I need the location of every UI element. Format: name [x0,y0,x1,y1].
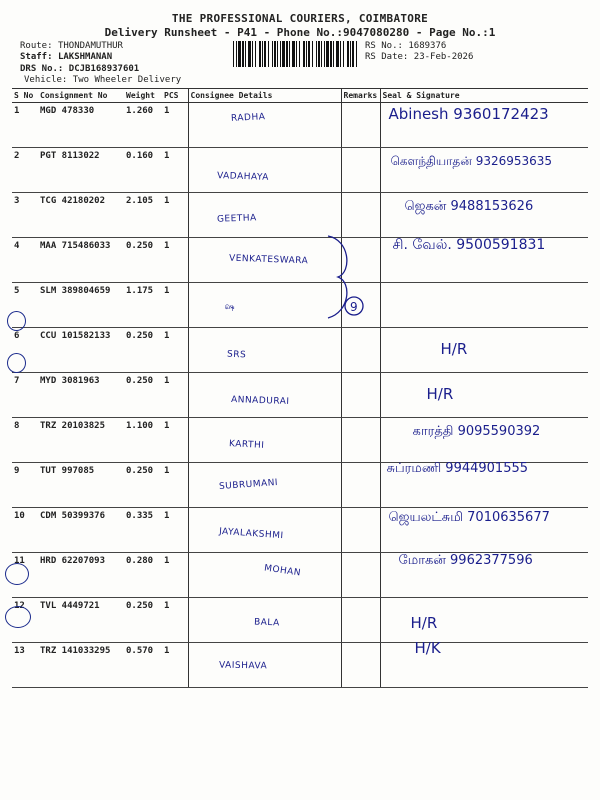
seal-cell [380,373,588,418]
barcode-bar [242,41,244,67]
consignee-handwritten-name: SUBRUMANI [218,477,278,493]
sno-circle [5,563,29,585]
barcode-bar [277,41,278,67]
weight-cell: 0.160 [124,148,162,193]
seal-cell [380,598,588,643]
consignee-handwritten-name: VAISHAVA [218,660,267,672]
barcode-bar [274,41,276,67]
consignment-cell: TRZ 20103825 [38,418,124,463]
seal-cell [380,639,588,688]
pcs-cell: 1 [162,463,188,508]
signature: சுப்ரமணி 9944901555 [386,461,529,476]
consignee-handwritten-name: RADHA [230,112,266,124]
barcode-bar [303,41,305,67]
pcs-cell: 1 [162,148,188,193]
table-row [12,328,588,373]
signature: சி. வேல். 9500591831 [392,237,546,253]
barcode-bar [316,41,317,67]
weight-cell: 2.105 [124,193,162,238]
seal-cell [380,328,588,373]
table-row [12,643,588,688]
barcode-bar [336,41,339,67]
consignee-cell [188,463,341,508]
col-sno: S No [12,89,38,103]
consignment-cell: CDM 50399376 [38,508,124,553]
weight-cell: 0.250 [124,328,162,373]
pcs-cell: 1 [162,238,188,283]
signature: H/R [426,385,454,403]
col-pcs: PCS [162,89,188,103]
table-body [12,103,588,688]
seal-cell [380,508,588,553]
table-row [12,283,588,328]
barcode-bar [233,41,234,67]
remarks-cell [341,598,380,643]
consignee-handwritten-name: KARTHI [228,439,265,451]
consignee-cell [188,598,341,643]
weight-cell: 0.335 [124,508,162,553]
barcode-bar [255,41,256,67]
sno-cell: 9 [12,463,38,508]
route-line [20,41,123,51]
barcode-bar [238,41,241,67]
sno-cell: 12 [12,598,38,643]
sno-cell: 1 [12,103,38,148]
col-consignee: Consignee Details [188,89,341,103]
signature: H/R [440,340,468,358]
consignee-handwritten-name: BALA [253,617,280,629]
barcode-bar [268,41,269,67]
rs-no-line [365,41,446,51]
barcode-bar [350,41,351,67]
margin-note: 9 [350,300,358,314]
weight-cell: 0.250 [124,598,162,643]
barcode [233,41,359,67]
route-label: Route: [20,41,53,51]
remarks-cell [341,463,380,508]
consignee-cell [188,643,341,688]
seal-cell [380,238,588,283]
weight-cell: 0.570 [124,643,162,688]
weight-cell: 1.260 [124,103,162,148]
sno-circle [5,606,31,628]
col-seal: Seal & Signature [380,89,588,103]
signature: காரத்தி 9095590392 [412,424,541,439]
col-consignment: Consignment No [38,89,124,103]
seal-cell [380,193,588,238]
barcode-bar [280,41,281,67]
drs-value: DCJB168937601 [68,64,140,74]
consignee-cell [188,103,341,148]
col-weight: Weight [124,89,162,103]
consignment-cell: PGT 8113022 [38,148,124,193]
barcode-bar [248,41,251,67]
consignee-handwritten-name: ANNADURAI [230,394,290,408]
consignee-cell [188,193,341,238]
signature: கௌந்தியாதன் 9326953635 [390,154,553,168]
remarks-cell [341,643,380,688]
barcode-bar [343,41,344,67]
table-header-row [12,89,588,103]
barcode-bar [262,41,263,67]
consignee-cell [188,328,341,373]
signature: H/K [414,639,441,657]
sno-circle [7,353,26,373]
consignment-cell: MAA 715486033 [38,238,124,283]
seal-cell [380,463,588,508]
sno-cell: 4 [12,238,38,283]
signature: மோகன் 9962377596 [398,553,533,568]
barcode-bar [286,41,288,67]
vehicle-value: Two Wheeler Delivery [72,75,182,85]
barcode-bar [292,41,295,67]
barcode-bar [326,41,329,67]
consignee-cell [188,148,341,193]
pcs-cell: 1 [162,508,188,553]
barcode-bar [252,41,253,67]
consignment-cell: TRZ 141033295 [38,643,124,688]
pcs-cell: 1 [162,373,188,418]
weight-cell: 1.100 [124,418,162,463]
consignment-cell: MYD 3081963 [38,373,124,418]
remarks-cell [341,328,380,373]
consignee-handwritten-name: MOHAN [262,563,302,579]
consignment-cell: TCG 42180202 [38,193,124,238]
seal-cell [380,553,588,598]
rs-date-value: 23-Feb-2026 [413,52,474,62]
table-row [12,148,588,193]
weight-cell: 0.280 [124,553,162,598]
rs-no-value: 1689376 [408,41,447,51]
consignee-cell [188,508,341,553]
table-row [12,193,588,238]
barcode-bar [321,41,322,67]
weight-cell: 0.250 [124,238,162,283]
remarks-cell [341,103,380,148]
seal-cell [380,103,588,148]
company-name: THE PROFESSIONAL COURIERS, COIMBATORE [171,12,429,25]
consignment-cell: TUT 997085 [38,463,124,508]
remarks-cell [341,508,380,553]
weight-cell: 1.175 [124,283,162,328]
barcode-bar [296,41,297,67]
signature: Abinesh 9360172423 [388,105,549,123]
drs-line [20,64,139,74]
remarks-cell [341,373,380,418]
pcs-cell: 1 [162,418,188,463]
table-row [12,418,588,463]
barcode-bar [299,41,300,67]
route-value: THONDAMUTHUR [57,41,123,51]
barcode-bar [236,41,237,67]
table-row [12,238,588,283]
pcs-cell: 1 [162,328,188,373]
signature: ஜெகன் 9488153626 [404,199,534,214]
barcode-bar [333,41,334,67]
pcs-cell: 1 [162,598,188,643]
barcode-bar [312,41,313,67]
weight-cell: 0.250 [124,463,162,508]
barcode-bar [264,41,266,67]
pcs-cell: 1 [162,103,188,148]
pcs-cell: 1 [162,283,188,328]
consignee-handwritten-name: JAYALAKSHMI [218,526,284,542]
barcode-bar [245,41,246,67]
barcode-bar [340,41,341,67]
sno-cell: 8 [12,418,38,463]
barcode-bar [306,41,307,67]
barcode-bar [352,41,354,67]
consignment-cell: HRD 62207093 [38,553,124,598]
consignee-handwritten-name: VENKATESWARA [228,253,308,267]
table-row [12,103,588,148]
sno-cell: 13 [12,643,38,688]
staff-label: Staff: [20,52,53,62]
barcode-bar [324,41,325,67]
barcode-bar [356,41,357,67]
consignee-cell [188,238,341,283]
consignee-cell [188,553,341,598]
vehicle-label: Vehicle: [24,75,68,85]
rs-no-label: RS No.: [365,41,403,51]
sno-cell: 10 [12,508,38,553]
remarks-cell [341,148,380,193]
sno-cell: 3 [12,193,38,238]
sno-cell: 6 [12,328,38,373]
sno-circle [7,311,26,331]
barcode-bar [308,41,310,67]
table-row [12,553,588,598]
barcode-bar [272,41,273,67]
weight-cell: 0.250 [124,373,162,418]
consignee-cell [188,373,341,418]
barcode-bar [318,41,320,67]
signature: H/R [410,614,438,632]
pcs-cell: 1 [162,643,188,688]
consignee-handwritten-name: SRS [226,349,246,361]
consignee-cell [188,418,341,463]
table-row [12,598,588,643]
consignment-cell: SLM 389804659 [38,283,124,328]
consignment-cell: MGD 478330 [38,103,124,148]
consignment-cell: TVL 4449721 [38,598,124,643]
consignee-handwritten-name: VADAHAYA [216,171,269,183]
remarks-cell [341,193,380,238]
rs-date-label: RS Date: [365,52,409,62]
barcode-bar [347,41,349,67]
sno-cell: 5 [12,283,38,328]
pcs-cell: 1 [162,193,188,238]
sno-cell: 7 [12,373,38,418]
barcode-bar [259,41,261,67]
seal-cell [380,148,588,193]
pcs-cell: 1 [162,553,188,598]
remarks-cell [341,418,380,463]
staff-line [20,52,112,62]
bracket-mark [320,232,370,322]
seal-cell [380,418,588,463]
table-row [12,508,588,553]
vehicle-line [24,75,181,85]
staff-value: LAKSHMANAN [57,52,113,62]
col-remarks: Remarks [341,89,380,103]
table-row [12,373,588,418]
signature: ஜெயலட்சுமி 7010635677 [388,510,550,525]
consignee-handwritten-name: GEETHA [216,213,257,225]
barcode-bar [330,41,332,67]
runsheet-title: Delivery Runsheet - P41 - Phone No.:9047080280 - Page No.:1 [104,26,496,39]
consignee-handwritten-name: ஷ [224,302,236,312]
consignment-cell: CCU 101582133 [38,328,124,373]
sno-cell: 11 [12,553,38,598]
rs-date-line [365,52,473,62]
seal-cell [380,283,588,328]
barcode-bar [282,41,285,67]
runsheet-table [12,88,588,688]
remarks-cell [341,553,380,598]
sno-cell: 2 [12,148,38,193]
table-row [12,463,588,508]
barcode-bar [289,41,290,67]
consignee-cell [188,283,341,328]
drs-label: DRS No.: [20,64,64,74]
